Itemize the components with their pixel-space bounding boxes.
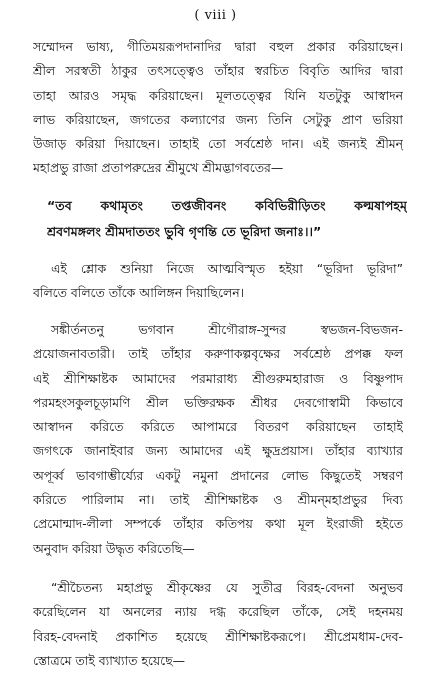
verse-line: শ্রবণমঙ্গলং শ্রীমদাততং ভুবি গৃণন্তি তে ভূরিদা জনাঃ।।” xyxy=(47,224,322,239)
paragraph-quote xyxy=(33,576,403,673)
text-line: “শ্রীচৈতন্য মহাপ্রভু শ্রীকৃষ্ণের যে সুতীব্র বিরহ-বেদনা অনুভব xyxy=(51,580,403,595)
text-line: তাহা আরও সমৃদ্ধ করিয়াছেন। মূলতত্ত্বের যিনি যতটুকু আস্বাদন xyxy=(33,87,403,103)
text-line: সম্মোদন ভাষ্য, গীতিময়রূপদানাদির দ্বারা বহুল প্রকার করিয়াছেন। xyxy=(33,39,403,54)
text-line: শ্রীল সরস্বতী ঠাকুর তৎসত্ত্বেও তাঁহার স্বরচিত বিবৃতি আদির দ্বারা xyxy=(33,63,403,79)
text-line: স্তোত্রমে তাই ব্যাখ্যাত হয়েছে— xyxy=(33,652,186,668)
text-line: করিতে পারিলাম না। তাই শ্রীশিক্ষাষ্টক ও শ্রীমন্‌মহাপ্রভুর দিব্য xyxy=(33,492,403,508)
paragraph-intro xyxy=(33,35,403,181)
text-line: সঙ্কীর্তনতনু ভগবান শ্রীগৌরাঙ্গ-সুন্দর স্বভজন-বিভজন- xyxy=(51,322,403,337)
verse-line: “তব কথামৃতং তপ্তজীবনং কবিভিরীড়িতং কল্মষাপহম্‌ xyxy=(47,198,407,213)
text-line: লাভ করিয়াছেন, জগতের কল্যাণের জন্য তিনি সেটুকু প্রাণ ভরিয়া xyxy=(33,111,403,127)
text-line: করেছিলেন যা অনলের ন্যায় দগ্ধ করেছিল তাঁকে, সেই দহনময় xyxy=(33,604,403,620)
text-line: প্রেমোন্মাদ-লীলা সম্পর্কে তাঁহার কতিপয় কথা মূল ইংরাজী হইতে xyxy=(33,516,403,532)
page-number: ( viii ) xyxy=(194,8,237,23)
text-line: অপূর্ব্ব ভাবগাম্ভীর্য্যের একটু নমুনা প্রদানের লোভ কিছুতেই সম্বরণ xyxy=(33,467,403,483)
text-line: এই শ্রীশিক্ষাষ্টক আমাদের পরমারাধ্য শ্রীগুরুমহারাজ ও বিষ্ণুপাদ xyxy=(33,370,403,386)
text-line: প্রয়োজনাবতারী। তাই তাঁহার করুণাকল্পবৃক্ষের সর্বশ্রেষ্ঠ প্রপক্ক ফল xyxy=(33,346,403,362)
text-line: জগৎকে জানাইবার জন্য আমাদের এই ক্ষুদ্রপ্রয়াস। তাঁহার ব্যাখ্যার xyxy=(33,443,403,459)
text-line: উজাড় করিয়া দিয়াছেন। তাহাই তো সর্বশ্রেষ্ঠ দান। এই জন্যই শ্রীমন্‌ xyxy=(33,136,403,152)
text-line: আস্বাদন করিতে করিতে আপামরে বিতরণ করিয়াছেন তাহাই xyxy=(33,419,403,435)
text-line: পরমহংসকুলচূড়ামণি শ্রীল ভক্তিরক্ষক শ্রীধর দেবগোস্বামী কিভাবে xyxy=(33,394,403,410)
text-line: বিরহ-বেদনাই প্রকাশিত হয়েছে শ্রীশিক্ষাষ্টকরূপে। শ্রীপ্রেমধাম-দেব- xyxy=(33,628,403,644)
paragraph-response xyxy=(33,257,403,306)
paragraph-shikshashtaka xyxy=(33,318,403,561)
text-line: বলিতে বলিতে তাঁকে আলিঙ্গন দিয়াছিলেন। xyxy=(33,285,245,301)
text-line: এই শ্লোক শুনিয়া নিজে আত্মবিস্মৃত হইয়া “ভূরিদা ভূরিদা” xyxy=(51,261,403,276)
sanskrit-verse xyxy=(47,193,407,245)
text-line: অনুবাদ করিয়া উদ্ধৃত করিতেছি— xyxy=(33,540,195,556)
text-line: মহাপ্রভু রাজা প্রতাপরুদ্রের শ্রীমুখে শ্রীমদ্ভাগবতের— xyxy=(33,160,284,176)
